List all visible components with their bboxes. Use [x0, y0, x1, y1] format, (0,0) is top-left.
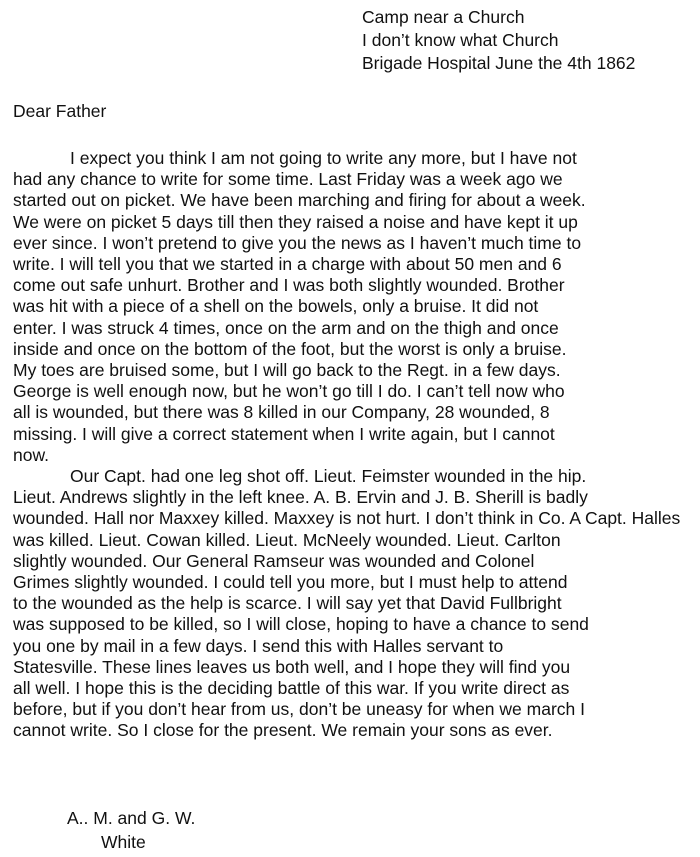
body-line: Lieut. Andrews slightly in the left knee. A. B. Ervin and J. B. Sherill is badly [13, 487, 588, 508]
salutation: Dear Father [13, 101, 107, 121]
body-line: missing. I will give a correct statement when I write again, but I cannot [13, 423, 555, 444]
body-line: come out safe unhurt. Brother and I was both slightly wounded. Brother [13, 275, 565, 296]
body-line: Grimes slightly wounded. I could tell you more, but I must help to attend [13, 572, 568, 593]
body-line: My toes are bruised some, but I will go back to the Regt. in a few days. [13, 360, 561, 381]
body-line: was supposed to be killed, so I will close, hoping to have a chance to send [13, 614, 589, 635]
body-line: now. [13, 444, 49, 465]
body-line: We were on picket 5 days till then they raised a noise and have kept it up [13, 211, 578, 232]
signature-block [67, 806, 195, 854]
body-line: George is well enough now, but he won’t go till I do. I can’t tell now who [13, 381, 565, 402]
body-line: before, but if you don’t hear from us, don’t be uneasy for when we march I [13, 699, 585, 720]
letter-body [13, 148, 700, 742]
body-line: wounded. Hall nor Maxxey killed. Maxxey is not hurt. I don’t think in Co. A Capt. Halles [13, 508, 681, 529]
body-line: slightly wounded. Our General Ramseur was wounded and Colonel [13, 550, 535, 571]
body-line: all is wounded, but there was 8 killed in our Company, 28 wounded, 8 [13, 402, 550, 423]
signature-surname: White [101, 832, 146, 852]
body-line: inside and once on the bottom of the foot, but the worst is only a bruise. [13, 338, 567, 359]
body-line: had any chance to write for some time. Last Friday was a week ago we [13, 169, 563, 190]
body-line: was hit with a piece of a shell on the bowels, only a bruise. It did not [13, 296, 539, 317]
heading-line-church: I don’t know what Church [362, 30, 559, 50]
body-line: Statesville. These lines leaves us both well, and I hope they will find you [13, 656, 571, 677]
body-line: to the wounded as the help is scarce. I will say yet that David Fullbright [13, 593, 562, 614]
body-line: you one by mail in a few days. I send this with Halles servant to [13, 635, 504, 656]
body-line: all well. I hope this is the deciding battle of this war. If you write direct as [13, 678, 570, 699]
letter-heading [362, 6, 635, 75]
body-line: write. I will tell you that we started in a charge with about 50 men and 6 [13, 254, 562, 275]
body-line: I expect you think I am not going to write any more, but I have not [70, 148, 577, 168]
heading-line-location: Camp near a Church [362, 7, 525, 27]
heading-line-date: Brigade Hospital June the 4th 1862 [362, 53, 636, 73]
body-line: ever since. I won’t pretend to give you the news as I haven’t much time to [13, 232, 582, 253]
body-line: started out on picket. We have been marching and firing for about a week. [13, 190, 586, 211]
body-line: enter. I was struck 4 times, once on the arm and on the thigh and once [13, 317, 559, 338]
body-line: Our Capt. had one leg shot off. Lieut. Feimster wounded in the hip. [70, 466, 587, 487]
body-line: was killed. Lieut. Cowan killed. Lieut. McNeely wounded. Lieut. Carlton [13, 529, 561, 550]
signature-names: A.. M. and G. W. [67, 808, 196, 828]
body-line: cannot write. So I close for the present. We remain your sons as ever. [13, 720, 553, 741]
